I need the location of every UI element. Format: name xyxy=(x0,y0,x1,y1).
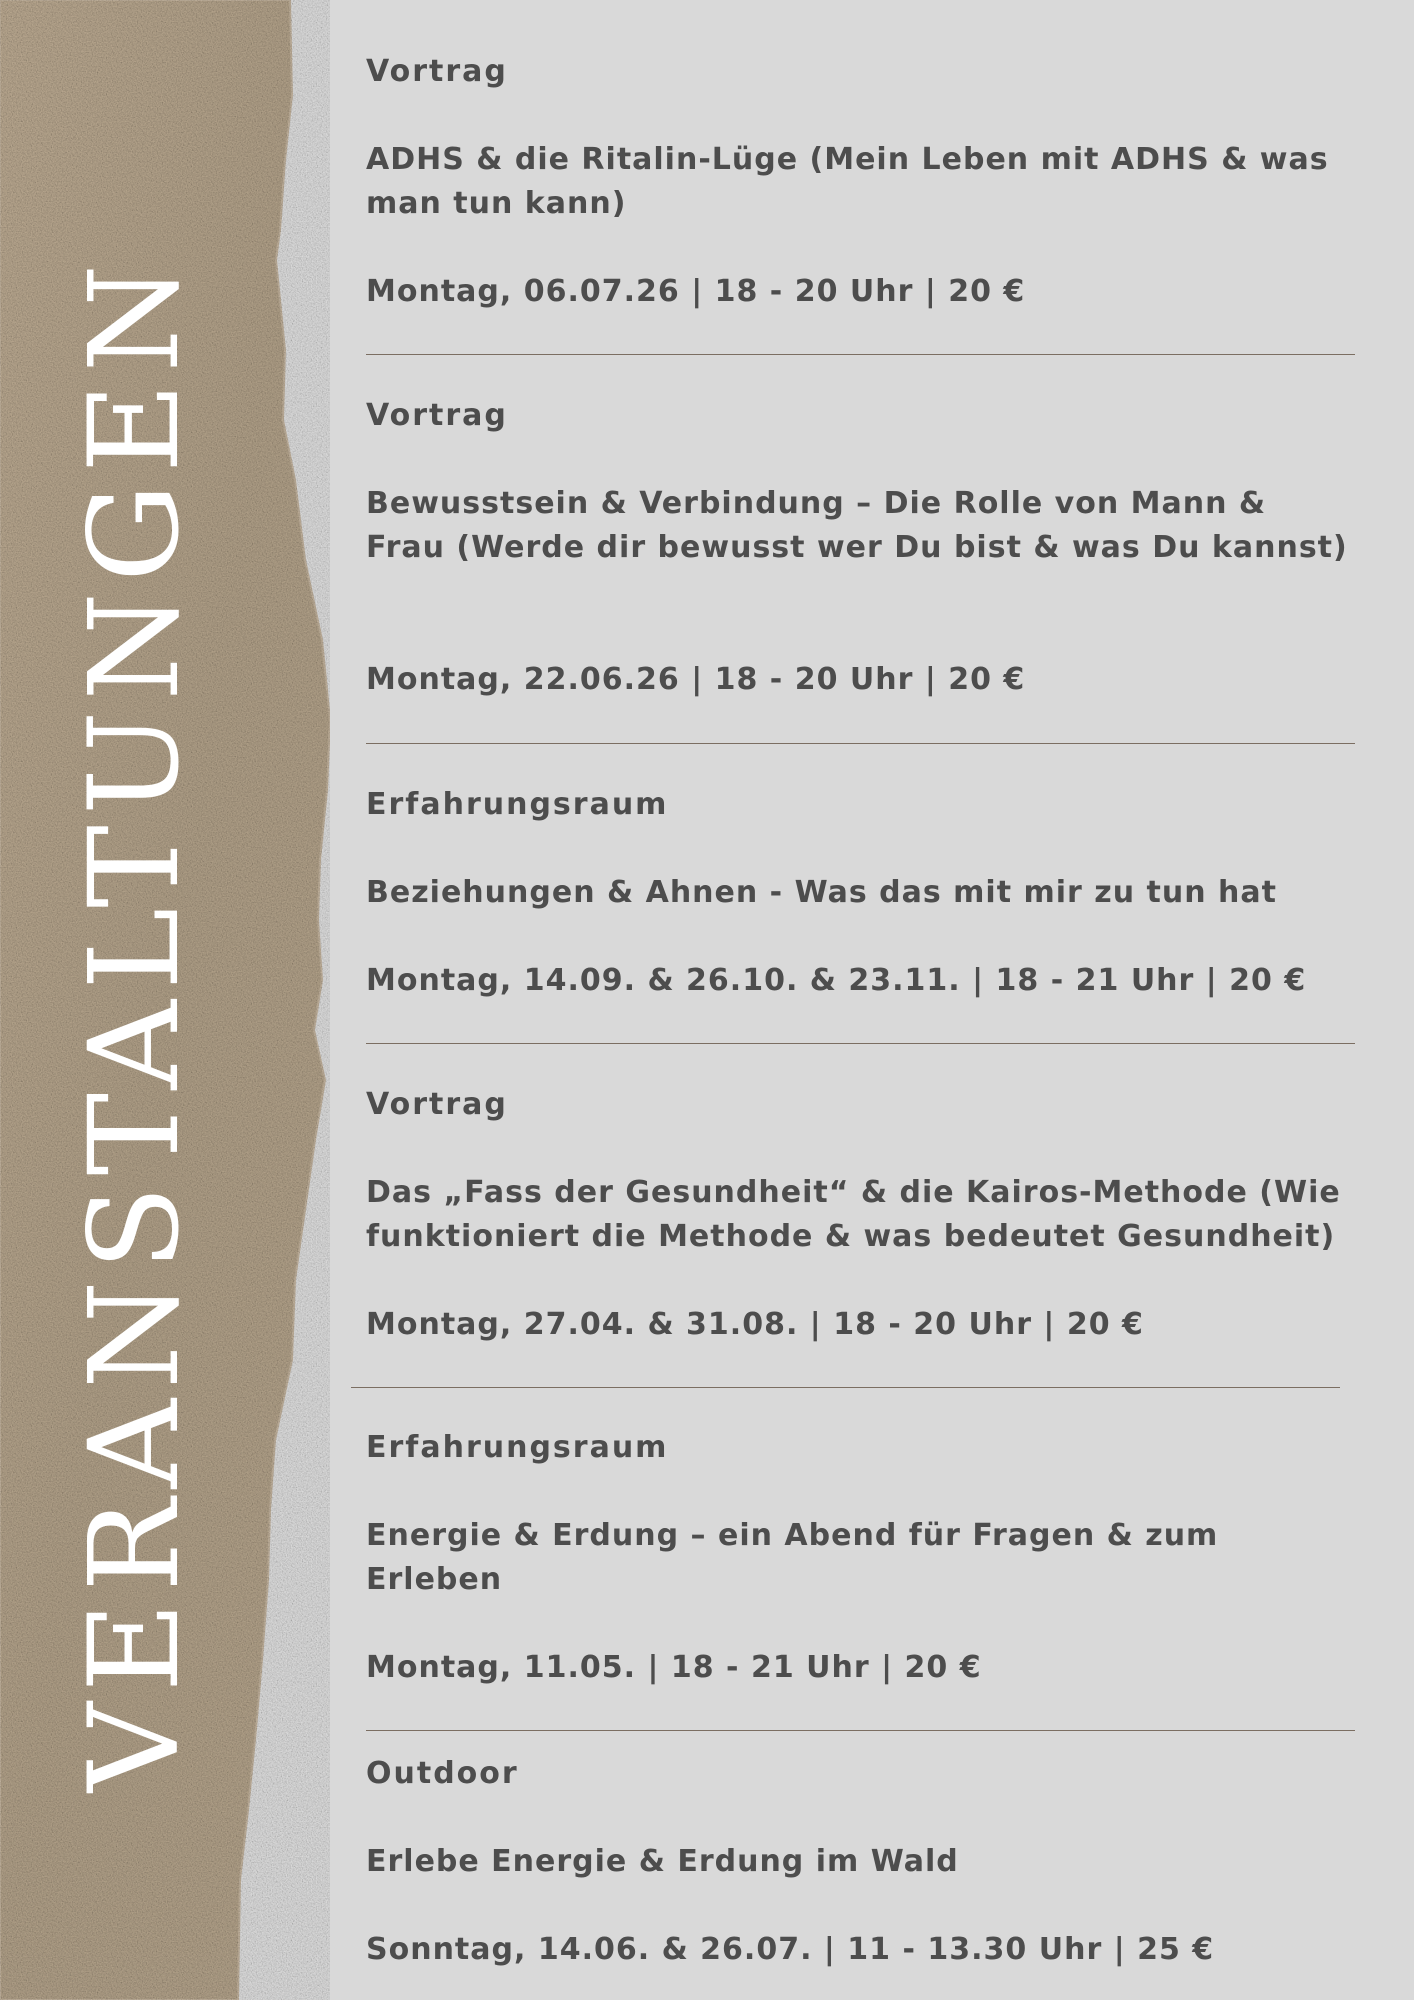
event-category: Vortrag xyxy=(366,54,508,89)
event-title: Bewusstsein & Verbindung – Die Rolle von Mann & Frau (Werde dir bewusst wer Du bist & was Du kannst) xyxy=(366,486,1348,565)
event-date: Montag, 27.04. & 31.08. | 18 - 20 Uhr | 20 € xyxy=(366,1307,1144,1342)
event-category: Erfahrungsraum xyxy=(366,1430,669,1465)
torn-paper-sidebar xyxy=(0,0,340,2000)
event-title: Energie & Erdung – ein Abend für Fragen & zum Erleben xyxy=(366,1518,1219,1597)
event-divider xyxy=(366,1043,1355,1044)
event-category: Vortrag xyxy=(366,398,508,433)
event-date: Sonntag, 14.06. & 26.07. | 11 - 13.30 Uhr | 25 € xyxy=(366,1932,1215,1967)
event-divider xyxy=(366,743,1355,744)
event-date: Montag, 11.05. | 18 - 21 Uhr | 20 € xyxy=(366,1650,982,1685)
event-category: Erfahrungsraum xyxy=(366,787,669,822)
event-divider xyxy=(366,1730,1355,1731)
event-title: Erlebe Energie & Erdung im Wald xyxy=(366,1844,959,1879)
event-divider xyxy=(366,354,1355,355)
event-date: Montag, 06.07.26 | 18 - 20 Uhr | 20 € xyxy=(366,274,1026,309)
event-category: Outdoor xyxy=(366,1756,519,1791)
event-title: Das „Fass der Gesundheit“ & die Kairos-Methode (Wie funktioniert die Methode & was bedeutet Gesundheit) xyxy=(366,1175,1341,1254)
vertical-title: VERANSTALTUNGEN xyxy=(63,254,207,1792)
event-date: Montag, 14.09. & 26.10. & 23.11. | 18 - 21 Uhr | 20 € xyxy=(366,963,1307,998)
event-title: ADHS & die Ritalin-Lüge (Mein Leben mit ADHS & was man tun kann) xyxy=(366,142,1329,221)
event-category: Vortrag xyxy=(366,1087,508,1122)
event-date: Montag, 22.06.26 | 18 - 20 Uhr | 20 € xyxy=(366,662,1026,697)
event-divider xyxy=(351,1387,1340,1388)
event-title: Beziehungen & Ahnen - Was das mit mir zu tun hat xyxy=(366,875,1277,910)
